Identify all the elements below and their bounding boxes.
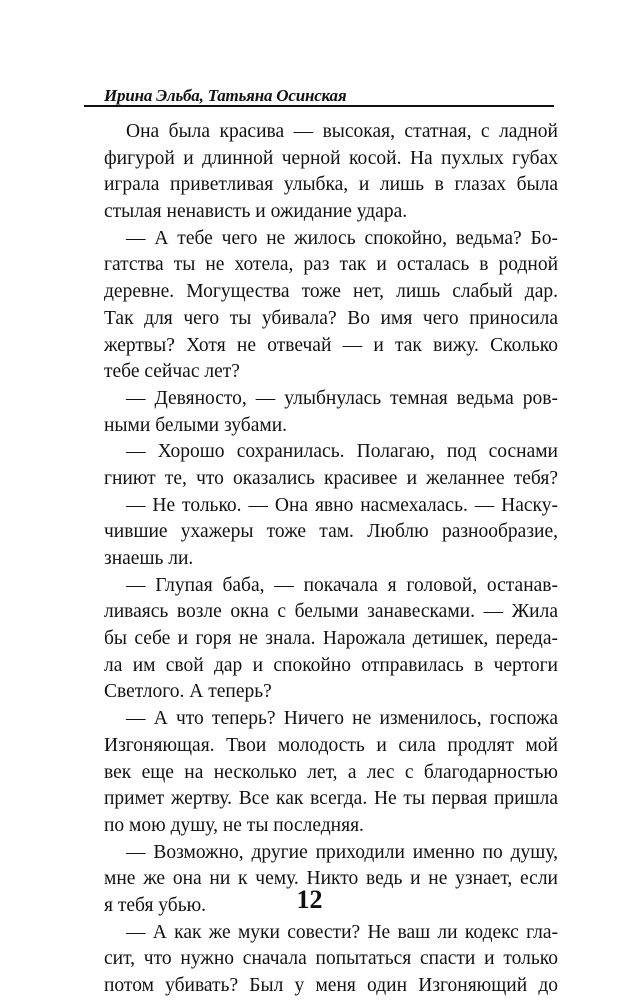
- text-line: стылая ненависть и ожидание удара.: [104, 201, 408, 223]
- text-line: — Девяносто, — улыбнулась темная ведьма ров-: [126, 387, 558, 409]
- running-header-authors: Ирина Эльба, Татьяна Осинская: [104, 86, 347, 105]
- text-line: ными белыми зубами.: [104, 414, 288, 436]
- text-line: примет жертву. Все как всегда. Не ты первая пришла: [104, 788, 558, 810]
- text-line: — Хорошо сохранилась. Полагаю, под соснами: [126, 441, 558, 463]
- text-line: Она была красива — высокая, статная, с ладной: [126, 121, 558, 142]
- text-line: знаешь ли.: [104, 548, 194, 569]
- header-rule: [84, 105, 554, 107]
- text-line: чившие ухажеры тоже там. Люблю разнообразие,: [104, 521, 558, 543]
- text-line: мне же она ни к чему. Никто ведь и не узнает, если: [104, 868, 558, 890]
- text-line: Изгоняющая. Твои молодость и сила продлят мой: [104, 734, 558, 756]
- text-line: потом убивать? Был у меня один Изгоняющий до: [104, 975, 558, 996]
- text-line: жертвы? Хотя не отвечай — и так вижу. Сколько: [104, 334, 558, 356]
- text-line: гатства ты не хотела, раз так и осталась в родной: [104, 254, 558, 276]
- text-line: тебе сейчас лет?: [104, 361, 240, 383]
- text-line: — А что теперь? Ничего не изменилось, госпожа: [126, 708, 558, 730]
- text-line: Так для чего ты убивала? Во имя чего приносила: [104, 307, 558, 329]
- text-line: по мою душу, не ты последняя.: [104, 814, 364, 836]
- text-line: Светлого. А теперь?: [104, 681, 272, 703]
- text-line: я тебя убью.: [104, 894, 207, 916]
- page-number: 12: [296, 885, 323, 914]
- text-line: — А тебе чего не жилось спокойно, ведьма? Бо-: [126, 227, 558, 249]
- text-line: бы себе и горя не знала. Нарожала детишек, переда-: [104, 628, 558, 650]
- text-line: — Возможно, другие приходили именно по душу,: [126, 841, 558, 863]
- body-text: [104, 119, 558, 1000]
- text-line: фигурой и длинной черной косой. На пухлых губах: [104, 147, 558, 169]
- text-line: ливаясь возле окна с белыми занавесками. — Жила: [104, 601, 558, 623]
- text-line: ла им свой дар и спокойно отправилась в чертоги: [104, 654, 558, 676]
- text-line: сит, что нужно сначала попытаться спасти и только: [104, 948, 558, 970]
- text-line: — Глупая баба, — покачала я головой, останав-: [126, 574, 558, 596]
- text-line: деревне. Могущества тоже нет, лишь слабый дар.: [104, 281, 558, 303]
- text-line: — Не только. — Она явно насмехалась. — Наску-: [126, 494, 558, 516]
- text-line: — А как же муки совести? Не ваш ли кодекс гла-: [126, 921, 558, 943]
- text-line: играла приветливая улыбка, и лишь в глазах была: [104, 174, 558, 196]
- text-line: век еще на несколько лет, а лес с благодарностью: [104, 761, 558, 783]
- text-line: гниют те, что оказались красивее и желаннее тебя?: [104, 467, 558, 489]
